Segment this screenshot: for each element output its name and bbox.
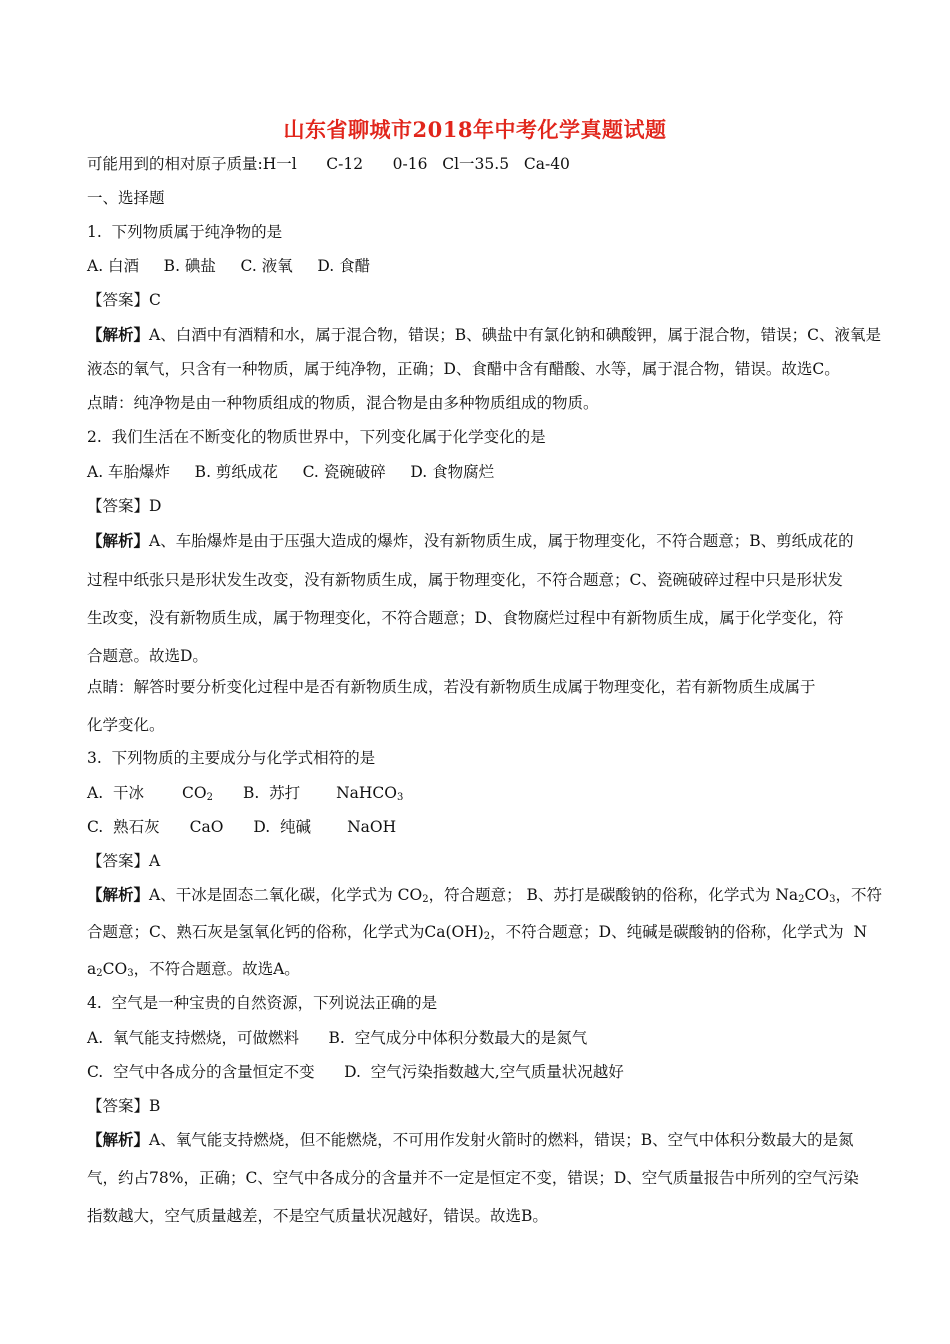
analysis-tag: 【解析】 — [87, 531, 150, 550]
formula-co2: $CO_2$ — [181, 784, 213, 803]
answer-tag: 【答案】 — [87, 852, 150, 870]
answer-value: B — [149, 1097, 161, 1115]
q3-stem: 3. 下列物质的主要成分与化学式相符的是 — [87, 749, 376, 767]
q1-stem: 1. 下列物质属于纯净物的是 — [87, 223, 283, 241]
q1-analysis-line-2: 液态的氧气，只含有一种物质，属于纯净物，正确；D、食醋中含有醋酸、水等，属于混合物，错误。故选C。 — [87, 360, 840, 378]
analysis-tag: 【解析】 — [87, 1130, 150, 1149]
q4-stem: 4. 空气是一种宝贵的自然资源，下列说法正确的是 — [87, 994, 438, 1012]
q2-stem: 2. 我们生活在不断变化的物质世界中，下列变化属于化学变化的是 — [87, 428, 546, 446]
q3-option-c: C. 熟石灰 — [87, 818, 160, 836]
q1-tip: 点睛：纯净物是由一种物质组成的物质，混合物是由多种物质组成的物质。 — [87, 394, 599, 412]
q3-answer — [87, 850, 160, 872]
q3-option-d: D. 纯碱 — [253, 818, 312, 836]
q4-analysis-line-1 — [87, 1129, 854, 1151]
formula-cao: CaO — [189, 818, 224, 836]
analysis-tag: 【解析】 — [87, 885, 150, 904]
page-title: 山东省聊城市2018年中考化学真题试题 — [283, 117, 667, 142]
answer-value: D — [149, 497, 162, 515]
q2-analysis-line-2: 过程中纸张只是形状发生改变，没有新物质生成，属于物理变化，不符合题意；C、瓷碗破碎过程中只是形状发 — [87, 571, 843, 589]
q3-analysis-line-3: $a_2CO_3$，不符合题意。故选A。 — [87, 960, 300, 979]
q2-analysis-line-3: 生改变，没有新物质生成，属于物理变化，不符合题意；D、食物腐烂过程中有新物质生成，属于化学变化，符 — [87, 609, 844, 627]
analysis-tag: 【解析】 — [87, 325, 150, 344]
section-heading: 一、选择题 — [87, 189, 165, 207]
answer-tag: 【答案】 — [87, 291, 150, 309]
analysis-text: A、车胎爆炸是由于压强大造成的爆炸，没有新物质生成，属于物理变化，不符合题意；B、剪纸成花的 — [149, 532, 854, 550]
q1-answer — [87, 289, 161, 311]
q3-options-line-1 — [87, 782, 403, 809]
analysis-text: A、氧气能支持燃烧，但不能燃烧，不可用作发射火箭时的燃料，错误；B、空气中体积分数最大的是氮 — [149, 1131, 854, 1149]
q3-option-b: B. 苏打 — [242, 784, 301, 802]
q1-options: A. 白酒 B. 碘盐 C. 液氧 D. 食醋 — [87, 257, 371, 275]
q2-tip-line-2: 化学变化。 — [87, 716, 165, 734]
q4-analysis-line-3: 指数越大，空气质量越差，不是空气质量状况越好，错误。故选B。 — [87, 1207, 548, 1225]
formula-nahco3: NaHCO$_3$ — [336, 784, 404, 803]
q3-analysis-line-1: 【解析】A、干冰是固态二氧化碳，化学式为 $CO_2$，符合题意； B、苏打是碳酸钠的俗称，化学式为 $Na_2CO_3$，不符 — [87, 885, 882, 905]
formula-naoh: NaOH — [347, 818, 397, 836]
q3-options-line-2 — [87, 816, 396, 838]
answer-value: C — [149, 291, 161, 309]
atomic-mass-line: 可能用到的相对原子质量:H一l C-12 0-16 Cl一35.5 Ca-40 — [87, 155, 570, 173]
q4-options-line-2: C. 空气中各成分的含量恒定不变 D. 空气污染指数越大,空气质量状况越好 — [87, 1063, 624, 1081]
analysis-text: A、白酒中有酒精和水，属于混合物，错误；B、碘盐中有氯化钠和碘酸钾，属于混合物，错误；C、液氧是 — [149, 326, 881, 344]
answer-value: A — [149, 852, 161, 870]
answer-tag: 【答案】 — [87, 497, 150, 515]
q2-analysis-line-1 — [87, 530, 854, 552]
q4-options-line-1: A. 氧气能支持燃烧，可做燃料 B. 空气成分中体积分数最大的是氮气 — [87, 1029, 588, 1047]
q2-analysis-line-4: 合题意。故选D。 — [87, 647, 208, 665]
q3-analysis-line-2: 合题意；C、熟石灰是氢氧化钙的俗称，化学式为$Ca(OH)_2$，不符合题意；D、纯碱是碳酸钠的俗称，化学式为 N — [87, 923, 868, 942]
q1-analysis-line-1 — [87, 324, 881, 346]
q2-options: A. 车胎爆炸 B. 剪纸成花 C. 瓷碗破碎 D. 食物腐烂 — [87, 463, 495, 481]
q3-option-a: A. 干冰 — [87, 784, 144, 802]
answer-tag: 【答案】 — [87, 1097, 150, 1115]
q4-answer — [87, 1095, 160, 1117]
q2-answer — [87, 495, 161, 517]
q2-tip-line-1: 点睛：解答时要分析变化过程中是否有新物质生成，若没有新物质生成属于物理变化，若有新物质生成属于 — [87, 678, 816, 696]
q4-analysis-line-2: 气，约占78%，正确；C、空气中各成分的含量并不一定是恒定不变，错误；D、空气质量报告中所列的空气污染 — [87, 1169, 859, 1187]
